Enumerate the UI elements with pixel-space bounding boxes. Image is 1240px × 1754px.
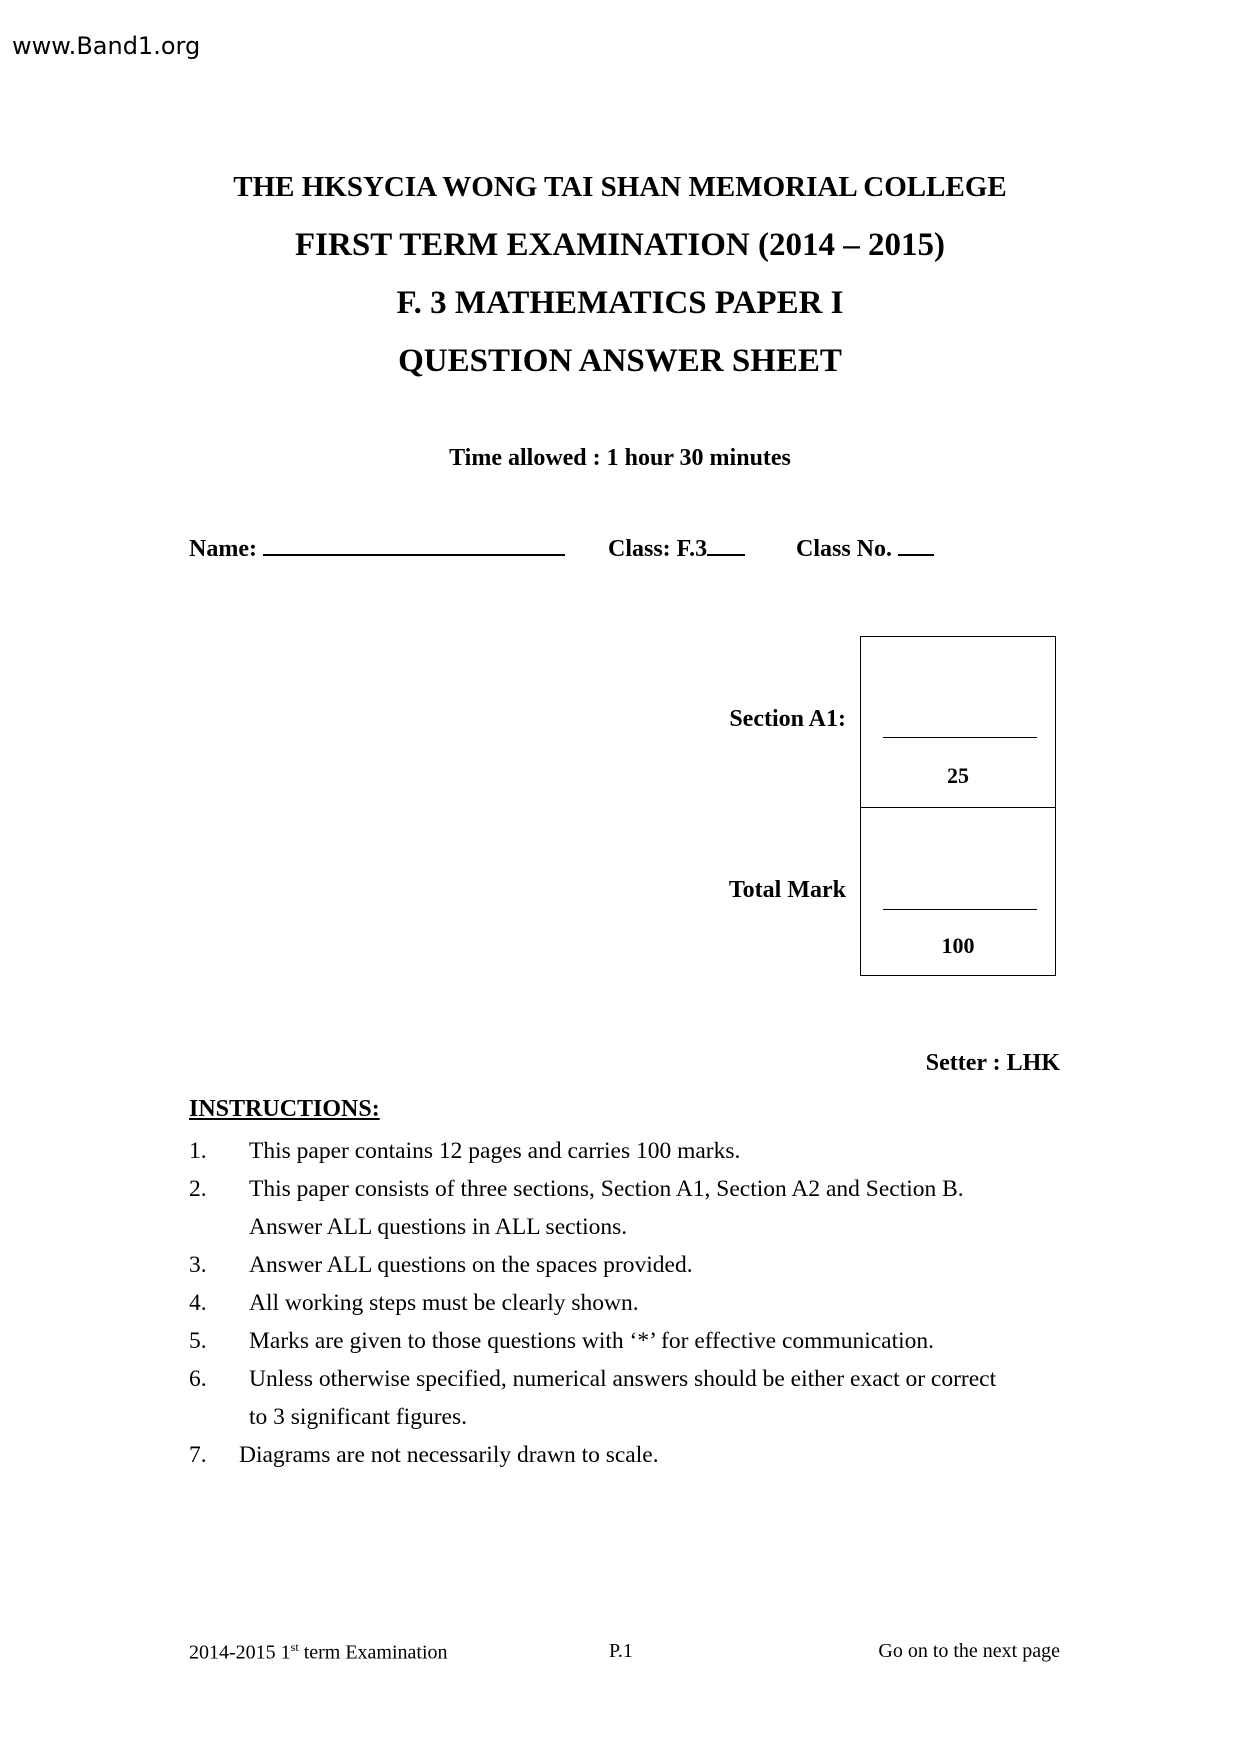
school-name: THE HKSYCIA WONG TAI SHAN MEMORIAL COLLEGE xyxy=(233,171,1007,203)
sheet-title: QUESTION ANSWER SHEET xyxy=(398,343,842,379)
class-no-label: Class No. xyxy=(796,536,893,562)
class-no-field xyxy=(796,534,934,563)
footer-left xyxy=(189,1640,448,1665)
time-allowed: Time allowed : 1 hour 30 minutes xyxy=(449,445,791,471)
total-max: 100 xyxy=(941,933,975,958)
instruction-text: Diagrams are not necessarily drawn to scale. xyxy=(239,1442,659,1468)
instruction-text: All working steps must be clearly shown. xyxy=(249,1290,639,1316)
setter: Setter : LHK xyxy=(925,1050,1060,1076)
section-a1-label: Section A1: xyxy=(729,706,846,732)
instruction-item xyxy=(189,1436,1069,1474)
score-divider xyxy=(861,807,1055,808)
exam-title: FIRST TERM EXAMINATION (2014 – 2015) xyxy=(295,227,945,263)
score-box xyxy=(860,636,1056,976)
instruction-number: 3. xyxy=(189,1252,207,1278)
instruction-item xyxy=(189,1360,1069,1436)
footer-left-prefix: 2014-2015 1 xyxy=(189,1641,291,1664)
instruction-number: 6. xyxy=(189,1366,207,1392)
instruction-item xyxy=(189,1170,1069,1246)
instructions-list xyxy=(189,1132,1069,1474)
instruction-number: 5. xyxy=(189,1328,207,1354)
page-number: P.1 xyxy=(609,1640,633,1662)
class-label: Class: F.3 xyxy=(608,536,708,562)
instruction-number: 7. xyxy=(189,1442,207,1468)
total-score-line[interactable] xyxy=(883,909,1037,910)
section-a1-max: 25 xyxy=(947,763,969,788)
name-blank[interactable] xyxy=(263,534,565,556)
instruction-text: Answer ALL questions on the spaces provided. xyxy=(249,1252,693,1278)
name-label: Name: xyxy=(189,536,257,562)
instruction-number: 2. xyxy=(189,1176,207,1202)
instruction-item xyxy=(189,1132,1069,1170)
instruction-number: 4. xyxy=(189,1290,207,1316)
watermark: www.Band1.org xyxy=(12,32,201,60)
class-no-blank[interactable] xyxy=(898,534,934,556)
instruction-number: 1. xyxy=(189,1138,207,1164)
total-mark-label: Total Mark xyxy=(728,877,846,903)
footer-left-suffix: term Examination xyxy=(298,1641,448,1664)
instruction-item xyxy=(189,1322,1069,1360)
instructions-title: INSTRUCTIONS: xyxy=(189,1096,380,1122)
section-a1-score-line[interactable] xyxy=(883,737,1037,738)
class-field xyxy=(608,534,745,563)
instruction-item xyxy=(189,1246,1069,1284)
paper-title: F. 3 MATHEMATICS PAPER I xyxy=(396,285,844,321)
instruction-text: Marks are given to those questions with ‘*’ for effective communication. xyxy=(249,1328,935,1354)
class-blank[interactable] xyxy=(707,534,745,556)
instruction-text: Answer ALL questions in ALL sections. xyxy=(249,1214,628,1240)
instruction-text: to 3 significant figures. xyxy=(249,1404,467,1430)
footer-left-sup: st xyxy=(290,1640,299,1654)
instruction-text: This paper contains 12 pages and carries 100 marks. xyxy=(249,1138,741,1164)
instruction-item xyxy=(189,1284,1069,1322)
instruction-text: This paper consists of three sections, Section A1, Section A2 and Section B. xyxy=(249,1176,964,1202)
instruction-text: Unless otherwise specified, numerical answers should be either exact or correct xyxy=(249,1366,997,1392)
name-field xyxy=(189,534,565,563)
footer-right: Go on to the next page xyxy=(878,1640,1060,1662)
